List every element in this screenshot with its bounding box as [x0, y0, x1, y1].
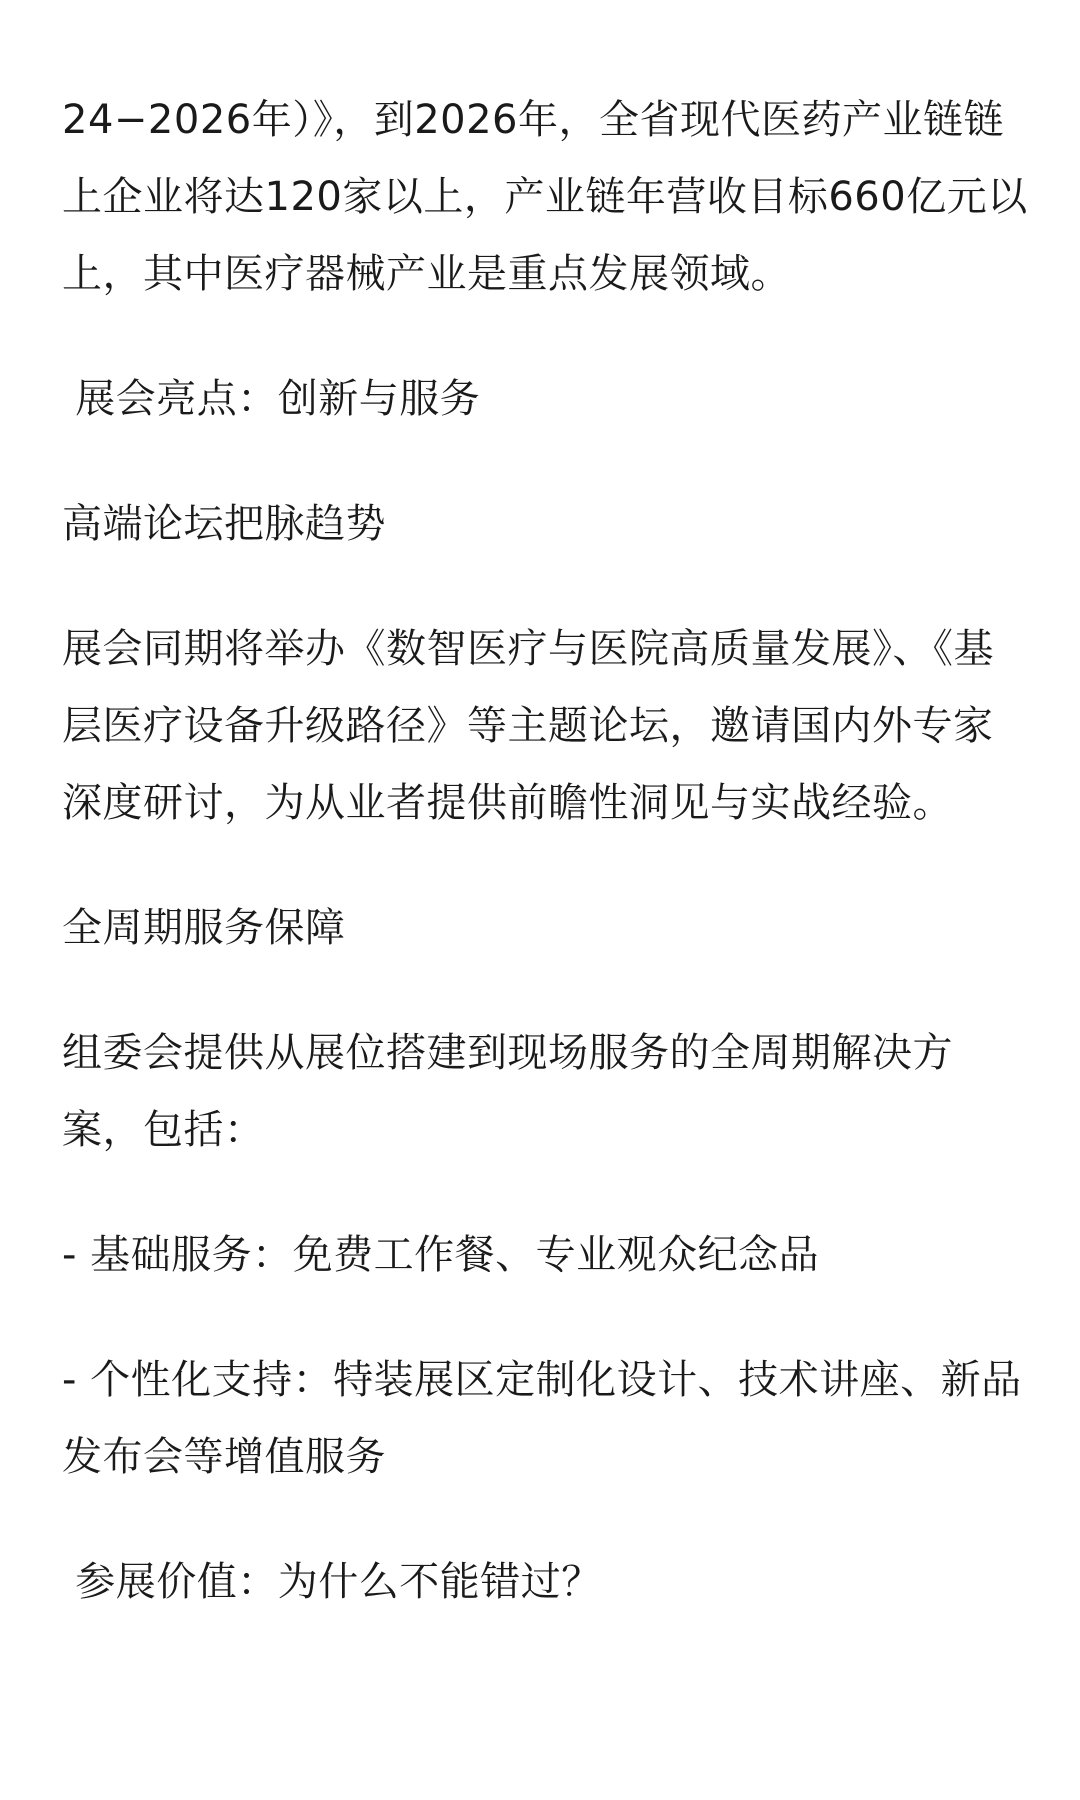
- paragraph-industry-target: 24−2026年）》，到2026年，全省现代医药产业链链上企业将达120家以上，产业链年营收目标660亿元以上，其中医疗器械产业是重点发展领域。: [62, 97, 1028, 297]
- section-heading-value: 参展价值：为什么不能错过？: [62, 1559, 602, 1605]
- list-item-custom-support: - 个性化支持：特装展区定制化设计、技术讲座、新品发布会等增值服务: [62, 1357, 1022, 1480]
- paragraph-service-intro: 组委会提供从展位搭建到现场服务的全周期解决方案，包括：: [62, 1030, 953, 1153]
- paragraph-forum-details: 展会同期将举办《数智医疗与医院高质量发展》、《基层医疗设备升级路径》等主题论坛，邀请国内外专家深度研讨，为从业者提供前瞻性洞见与实战经验。: [62, 626, 994, 826]
- subheading-forum: 高端论坛把脉趋势: [62, 501, 386, 547]
- article-body: [62, 82, 1030, 1621]
- section-heading-highlights: 展会亮点：创新与服务: [62, 376, 481, 422]
- subheading-service: 全周期服务保障: [62, 905, 346, 951]
- list-item-basic-service: - 基础服务：免费工作餐、专业观众纪念品: [62, 1232, 820, 1278]
